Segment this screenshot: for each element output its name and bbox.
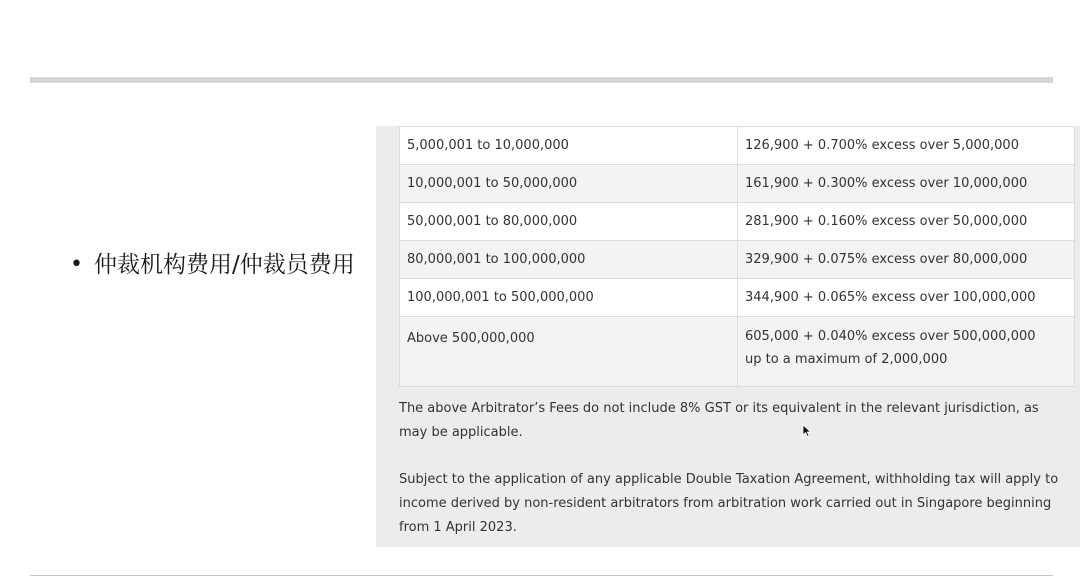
sum-range-cell: 10,000,001 to 50,000,000 <box>400 165 738 203</box>
gst-note: The above Arbitrator’s Fees do not include 8% GST or its equivalent in the relevant jurisdiction, as may be applicable. <box>399 401 1039 440</box>
fee-cell: 329,900 + 0.075% excess over 80,000,000 <box>738 241 1075 279</box>
bullet-dot-icon: • <box>70 252 83 277</box>
document-excerpt <box>376 126 1080 547</box>
table-row <box>400 127 1075 165</box>
fee-text: 605,000 + 0.040% excess over 500,000,000 <box>745 329 1036 344</box>
fee-cell: 126,900 + 0.700% excess over 5,000,000 <box>738 127 1075 165</box>
sum-range-cell: Above 500,000,000 <box>400 317 738 387</box>
arbitrator-fee-table <box>399 126 1075 387</box>
fee-cell: 281,900 + 0.160% excess over 50,000,000 <box>738 203 1075 241</box>
sum-range-cell: 50,000,001 to 80,000,000 <box>400 203 738 241</box>
bottom-divider <box>30 575 1053 576</box>
fee-cap-text: up to a maximum of 2,000,000 <box>745 352 948 367</box>
table-row <box>400 279 1075 317</box>
mouse-pointer-icon <box>802 424 812 438</box>
table-row <box>400 165 1075 203</box>
fee-cell: 344,900 + 0.065% excess over 100,000,000 <box>738 279 1075 317</box>
top-divider <box>30 77 1053 83</box>
bullet-text: 仲裁机构费用/仲裁员费用 <box>94 252 355 278</box>
table-row <box>400 203 1075 241</box>
table-row <box>400 241 1075 279</box>
sum-range-cell: 5,000,001 to 10,000,000 <box>400 127 738 165</box>
withholding-tax-note: Subject to the application of any applicable Double Taxation Agreement, withholding tax will apply to income derived by non-resident arbitrators from arbitration work carried out in Singapore beginning from 1 April 2023. <box>399 472 1059 535</box>
table-row <box>400 317 1075 387</box>
sum-range-cell: 100,000,001 to 500,000,000 <box>400 279 738 317</box>
sum-range-cell: 80,000,001 to 100,000,000 <box>400 241 738 279</box>
fee-cell: 161,900 + 0.300% excess over 10,000,000 <box>738 165 1075 203</box>
fee-cell <box>738 317 1075 387</box>
